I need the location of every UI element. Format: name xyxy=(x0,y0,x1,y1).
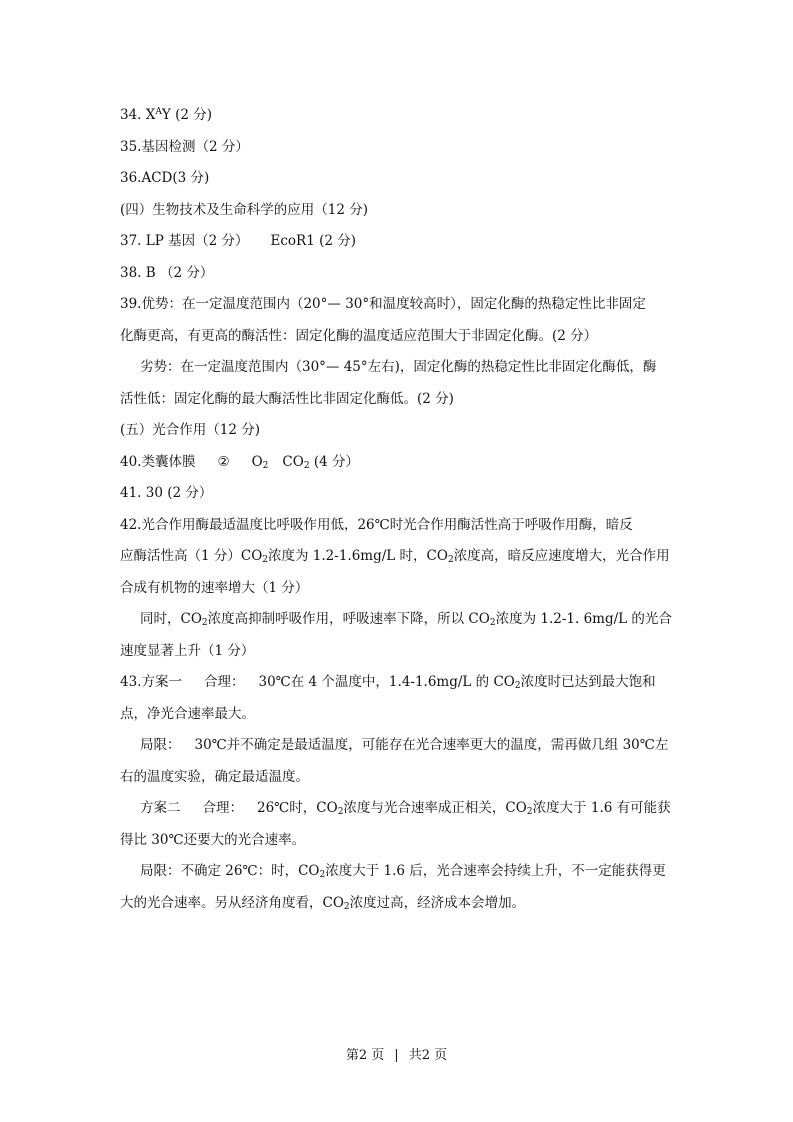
answer-43-line-2: 点，净光合速率最大。 xyxy=(120,705,255,722)
answer-38: 38. B （2 分） xyxy=(120,264,214,281)
answer-content xyxy=(120,100,680,919)
section-4-heading: (四）生物技术及生命科学的应用（12 分) xyxy=(120,201,369,218)
answer-43-line-4: 右的温度实验，确定最适温度。 xyxy=(120,768,309,785)
answer-42-line-4: 同时，$CO_2$浓度高抑制呼吸作用，呼吸速率下降，所以 $CO_2$浓度为 1.2-1. 6mg/L 的光合 xyxy=(140,611,672,628)
answer-43-line-3: 局限： 30℃并不确定是最适温度，可能存在光合速率更大的温度，需再做几组 30℃左 xyxy=(140,737,669,753)
answer-35: 35.基因检测（2 分） xyxy=(120,138,249,155)
answer-43-line-6: 得比 30℃还要大的光合速率。 xyxy=(120,831,306,848)
answer-42-line-5: 速度显著上升（1 分） xyxy=(120,642,255,659)
answer-39-line-2: 化酶更高，有更高的酶活性：固定化酶的温度适应范围大于非固定化酶。(2 分） xyxy=(120,327,598,344)
page-total: 共2 页 xyxy=(408,1048,448,1063)
answer-41: 41. 30 (2 分） xyxy=(120,485,213,501)
answer-40: 40.类囊体膜 ② $O_2$ $CO_2$ (4 分） xyxy=(120,453,359,471)
answer-42-line-2: 应酶活性高（1 分）$CO_2$浓度为 1.2-1.6mg/L 时，$CO_2$浓度高，暗反应速度增大，光合作用 xyxy=(120,548,670,565)
page-number: 第2 页 xyxy=(345,1048,385,1063)
answer-39-line-1: 39.优势：在一定温度范围内（20°— 30°和温度较高时），固定化酶的热稳定性比非固定 xyxy=(120,296,646,312)
answer-43-line-1: 43.方案一 合理： 30℃在 4 个温度中，1.4-1.6mg/L 的 $CO_2$浓度时已达到最大饱和 xyxy=(120,674,656,691)
answer-43-line-5: 方案二 合理： 26℃时，$CO_2$浓度与光合速率成正相关，$CO_2$浓度大于 1.6 有可能获 xyxy=(140,800,671,817)
page-footer xyxy=(0,1046,793,1066)
answer-37: 37. LP 基因（2 分） EcoR1 (2 分) xyxy=(120,233,356,249)
answer-34: 34. $X^AY$ (2 分) xyxy=(120,107,213,123)
answer-39-line-4: 活性低：固定化酶的最大酶活性比非固定化酶低。(2 分) xyxy=(120,390,454,407)
answer-43-line-8: 大的光合速率。另从经济角度看，$CO_2$浓度过高，经济成本会增加。 xyxy=(120,894,526,912)
answer-36: 36.ACD(3 分) xyxy=(120,170,210,186)
answer-42-line-1: 42.光合作用酶最适温度比呼吸作用低，26℃时光合作用酶活性高于呼吸作用酶，暗反 xyxy=(120,516,633,533)
section-5-heading: (五）光合作用（12 分) xyxy=(120,422,261,438)
answer-39-line-3: 劣势：在一定温度范围内（30°— 45°左右)，固定化酶的热稳定性比非固定化酶低，酶 xyxy=(140,359,657,375)
answer-43-line-7: 局限：不确定 26℃：时，$CO_2$浓度大于 1.6 后，光合速率会持续上升，不一定能获得更 xyxy=(140,863,666,880)
answer-42-line-3: 合成有机物的速率增大（1 分） xyxy=(120,579,309,596)
footer-separator: | xyxy=(394,1048,399,1063)
